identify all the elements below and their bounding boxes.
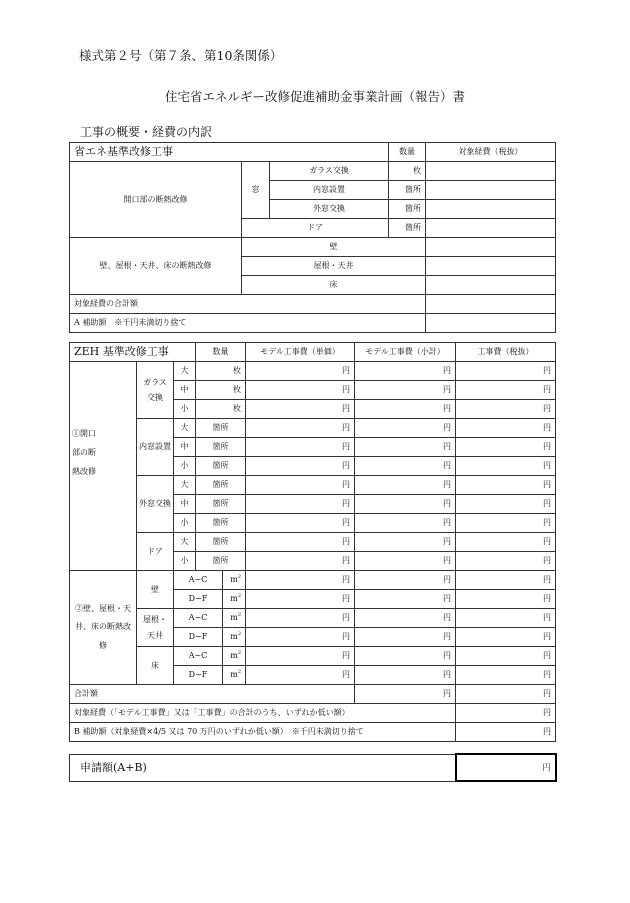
- roof-label: [137, 609, 174, 647]
- subtotal-cell[interactable]: 円: [355, 476, 456, 495]
- unit-label: 箇所: [196, 476, 246, 495]
- subtotal-cell[interactable]: 円: [355, 495, 456, 514]
- unit-label: 箇所: [196, 552, 246, 571]
- wall-group-line: 修: [99, 640, 107, 650]
- glass-replacement-label: [137, 362, 174, 419]
- cost-cell[interactable]: 円: [456, 495, 556, 514]
- size-small: 小: [174, 514, 196, 533]
- cost-cell[interactable]: [426, 238, 556, 257]
- unit-price-cell[interactable]: 円: [246, 457, 355, 476]
- target-cost-header: 対象経費（税抜）: [426, 143, 556, 162]
- grade-label: A~C: [174, 647, 223, 666]
- cost-total-cell[interactable]: 円: [456, 685, 556, 704]
- subtotal-cell[interactable]: 円: [355, 457, 456, 476]
- unit-sup: 2: [237, 574, 242, 581]
- unit-m: m: [230, 651, 238, 661]
- roof-line: 天井: [147, 630, 163, 640]
- subtotal-cell[interactable]: 円: [355, 571, 456, 590]
- cost-cell[interactable]: 円: [456, 552, 556, 571]
- subtotal-cell[interactable]: 円: [355, 628, 456, 647]
- unit-label: 箇所: [196, 419, 246, 438]
- cost-cell[interactable]: 円: [456, 381, 556, 400]
- quantity-header: 数量: [389, 143, 426, 162]
- unit-label: 枚: [389, 162, 426, 181]
- subtotal-cell[interactable]: 円: [355, 381, 456, 400]
- unit-label: 枚: [196, 400, 246, 419]
- unit-label: 箇所: [389, 219, 426, 238]
- unit-price-cell[interactable]: 円: [246, 514, 355, 533]
- construction-cost-header: 工事費（税抜）: [456, 343, 556, 362]
- unit-label: [223, 590, 246, 609]
- unit-price-cell[interactable]: 円: [246, 647, 355, 666]
- subtotal-cell[interactable]: 円: [355, 552, 456, 571]
- unit-price-cell[interactable]: 円: [246, 571, 355, 590]
- wall-label: 壁: [137, 571, 174, 609]
- grade-label: A~C: [174, 571, 223, 590]
- unit-price-cell[interactable]: 円: [246, 590, 355, 609]
- unit-label: [223, 628, 246, 647]
- cost-cell[interactable]: 円: [456, 476, 556, 495]
- opening-insulation-label: 開口部の断熱改修: [70, 162, 242, 238]
- glass-replacement-label: ガラス交換: [270, 162, 389, 181]
- energy-saving-header: 省エネ基準改修工事: [70, 143, 389, 162]
- unit-price-cell[interactable]: 円: [246, 609, 355, 628]
- subtotal-total-cell[interactable]: 円: [355, 685, 456, 704]
- subtotal-cell[interactable]: 円: [355, 609, 456, 628]
- wall-label: 壁: [242, 238, 426, 257]
- roof-line: 屋根・: [143, 615, 167, 625]
- grade-label: D~F: [174, 590, 223, 609]
- target-cost-label: 対象経費（「モデル工事費」又は「工事費」の合計のうち、いずれか低い額）: [70, 704, 456, 723]
- unit-price-cell[interactable]: 円: [246, 419, 355, 438]
- size-large: 大: [174, 419, 196, 438]
- energy-saving-table: [69, 142, 556, 333]
- unit-sup: 2: [237, 631, 242, 638]
- subtotal-cell[interactable]: 円: [355, 666, 456, 685]
- zeh-opening-label: [70, 362, 137, 571]
- document-title: 住宅省エネルギー改修促進補助金事業計画（報告）書: [164, 89, 465, 104]
- cost-cell[interactable]: 円: [456, 457, 556, 476]
- unit-m: m: [230, 670, 238, 680]
- cost-cell[interactable]: [426, 162, 556, 181]
- unit-label: [223, 666, 246, 685]
- roof-label: 屋根・天井: [242, 257, 426, 276]
- grade-label: D~F: [174, 628, 223, 647]
- unit-price-cell[interactable]: 円: [246, 495, 355, 514]
- unit-label: 箇所: [196, 514, 246, 533]
- unit-price-cell[interactable]: 円: [246, 381, 355, 400]
- size-medium: 中: [174, 381, 196, 400]
- grade-label: A~C: [174, 609, 223, 628]
- glass-line: 交換: [147, 393, 163, 402]
- zeh-wall-roof-floor-label: [70, 571, 137, 685]
- size-medium: 中: [174, 438, 196, 457]
- wall-roof-floor-label: 壁、屋根・天井、床の断熱改修: [70, 238, 242, 295]
- opening-line: ①開口: [72, 429, 96, 438]
- cost-cell[interactable]: 円: [456, 609, 556, 628]
- unit-sup: 2: [237, 669, 242, 676]
- cost-cell[interactable]: [426, 200, 556, 219]
- unit-label: 枚: [196, 381, 246, 400]
- cost-cell[interactable]: 円: [456, 628, 556, 647]
- cost-cell[interactable]: 円: [456, 590, 556, 609]
- application-amount-table: [69, 753, 557, 782]
- unit-sup: 2: [237, 593, 242, 600]
- inner-window-label: 内窓設置: [137, 419, 174, 476]
- grade-label: D~F: [174, 666, 223, 685]
- glass-line: ガラス: [143, 377, 167, 387]
- cost-cell[interactable]: 円: [456, 400, 556, 419]
- cost-cell[interactable]: 円: [456, 647, 556, 666]
- zeh-table: [69, 342, 556, 742]
- unit-label: [223, 609, 246, 628]
- total-label: 対象経費の合計額: [70, 295, 426, 314]
- size-small: 小: [174, 400, 196, 419]
- outer-window-label: 外窓交換: [270, 200, 389, 219]
- cost-cell[interactable]: [426, 257, 556, 276]
- form-number: 様式第２号（第７条、第10条関係）: [79, 48, 283, 63]
- cost-cell[interactable]: 円: [456, 514, 556, 533]
- section-heading: 工事の概要・経費の内訳: [80, 125, 213, 139]
- cost-cell[interactable]: [426, 276, 556, 295]
- unit-label: 箇所: [196, 495, 246, 514]
- unit-m: m: [230, 575, 238, 585]
- cost-cell[interactable]: 円: [456, 571, 556, 590]
- window-label: 窓: [242, 162, 270, 219]
- zeh-total-label: 合計額: [70, 685, 355, 704]
- cost-cell[interactable]: [426, 181, 556, 200]
- unit-price-cell[interactable]: 円: [246, 362, 355, 381]
- subtotal-cell[interactable]: 円: [355, 419, 456, 438]
- subsidy-b-label: B 補助額（対象経費×4/5 又は 70 万円のいずれか低い額） ※千円未満切り捨て: [70, 723, 456, 742]
- subtotal-cell[interactable]: 円: [355, 533, 456, 552]
- unit-price-header: モデル工事費（単価）: [246, 343, 355, 362]
- cost-cell[interactable]: 円: [456, 438, 556, 457]
- size-small: 小: [174, 457, 196, 476]
- subtotal-cell[interactable]: 円: [355, 438, 456, 457]
- unit-label: 箇所: [196, 457, 246, 476]
- subsidy-a-label: A 補助額 ※千円未満切り捨て: [70, 314, 426, 333]
- opening-text: [72, 366, 108, 482]
- quantity-header: 数量: [196, 343, 246, 362]
- unit-label: 箇所: [196, 533, 246, 552]
- subtotal-cell[interactable]: 円: [355, 362, 456, 381]
- floor-label: 床: [137, 647, 174, 685]
- size-small: 小: [174, 552, 196, 571]
- door-label: ドア: [137, 533, 174, 571]
- size-large: 大: [174, 533, 196, 552]
- wall-group-line: ②壁、屋根・天: [75, 603, 131, 613]
- subsidy-a-cell[interactable]: [426, 314, 556, 333]
- zeh-header: ZEH 基準改修工事: [70, 343, 196, 362]
- unit-m: m: [230, 632, 238, 642]
- size-medium: 中: [174, 495, 196, 514]
- subtotal-cell[interactable]: 円: [355, 514, 456, 533]
- unit-price-cell[interactable]: 円: [246, 533, 355, 552]
- unit-label: [223, 647, 246, 666]
- subtotal-header: モデル工事費（小計）: [355, 343, 456, 362]
- inner-window-label: 内窓設置: [270, 181, 389, 200]
- floor-label: 床: [242, 276, 426, 295]
- unit-price-cell[interactable]: 円: [246, 476, 355, 495]
- target-cost-cell[interactable]: 円: [456, 704, 556, 723]
- application-amount-cell[interactable]: 円: [456, 754, 556, 781]
- opening-label-grid: [72, 366, 108, 482]
- wall-group-line: 井、床の断熱改: [75, 622, 131, 632]
- subsidy-b-cell[interactable]: 円: [456, 723, 556, 742]
- unit-price-cell[interactable]: 円: [246, 552, 355, 571]
- subtotal-cell[interactable]: 円: [355, 400, 456, 419]
- unit-price-cell[interactable]: 円: [246, 438, 355, 457]
- opening-line: 熱改修: [72, 467, 96, 477]
- cost-cell[interactable]: 円: [456, 666, 556, 685]
- unit-label: 箇所: [389, 200, 426, 219]
- unit-label: 箇所: [196, 438, 246, 457]
- opening-line: 部の断: [72, 448, 96, 458]
- cost-cell[interactable]: 円: [456, 419, 556, 438]
- door-label: ドア: [242, 219, 389, 238]
- unit-label: [223, 571, 246, 590]
- subtotal-cell[interactable]: 円: [355, 647, 456, 666]
- unit-label: 枚: [196, 362, 246, 381]
- cost-cell[interactable]: [426, 219, 556, 238]
- unit-price-cell[interactable]: 円: [246, 628, 355, 647]
- cost-cell[interactable]: 円: [456, 362, 556, 381]
- unit-price-cell[interactable]: 円: [246, 666, 355, 685]
- total-cost-cell[interactable]: [426, 295, 556, 314]
- unit-sup: 2: [237, 650, 242, 657]
- size-large: 大: [174, 476, 196, 495]
- unit-sup: 2: [237, 612, 242, 619]
- unit-m: m: [230, 613, 238, 623]
- subtotal-cell[interactable]: 円: [355, 590, 456, 609]
- unit-m: m: [230, 594, 238, 604]
- size-large: 大: [174, 362, 196, 381]
- outer-window-label: 外窓交換: [137, 476, 174, 533]
- unit-label: 箇所: [389, 181, 426, 200]
- application-amount-label: 申請額(A+B): [70, 754, 456, 781]
- cost-cell[interactable]: 円: [456, 533, 556, 552]
- unit-price-cell[interactable]: 円: [246, 400, 355, 419]
